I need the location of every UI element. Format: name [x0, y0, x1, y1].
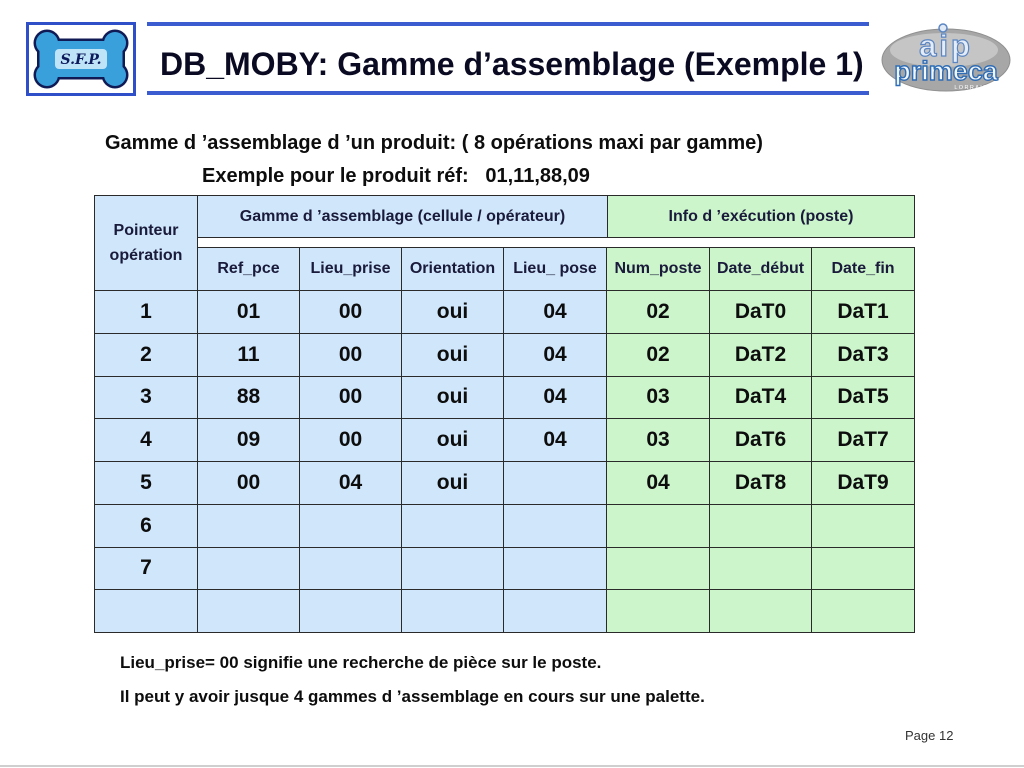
pointer-header-line-1: Pointeur: [113, 222, 179, 239]
column-header-lieu-pose: Lieu_ pose: [504, 248, 607, 291]
cell-date-debut: [710, 590, 812, 633]
cell-pointer: 3: [95, 376, 198, 419]
sfp-logo: [26, 22, 136, 96]
cell-pointer: 7: [95, 547, 198, 590]
cell-lieu-pose: [504, 547, 607, 590]
cell-lieu-prise: 00: [300, 291, 402, 334]
title-rule-bottom: [147, 91, 869, 95]
cell-date-fin: DaT9: [812, 462, 915, 505]
cell-num-poste: 02: [607, 333, 710, 376]
group-header: [197, 195, 915, 238]
column-header-lieu-prise: Lieu_prise: [300, 248, 402, 291]
cell-pointer: 5: [95, 462, 198, 505]
cell-date-fin: [812, 547, 915, 590]
logo-text-primeca: primeca: [894, 56, 998, 86]
cell-ref-pce: 11: [198, 333, 300, 376]
cell-date-debut: [710, 504, 812, 547]
column-header-num-poste: Num_poste: [607, 248, 710, 291]
cell-lieu-prise: [300, 504, 402, 547]
aip-primeca-logo-graphic: [878, 20, 1014, 94]
cell-lieu-pose: 04: [504, 419, 607, 462]
pointer-header: [94, 195, 198, 291]
cell-date-debut: DaT0: [710, 291, 812, 334]
cell-ref-pce: [198, 547, 300, 590]
logo-text-lorraine: LORRAINE: [954, 85, 994, 91]
table-row: [95, 504, 915, 547]
cell-lieu-prise: [300, 547, 402, 590]
column-header-orientation: Orientation: [402, 248, 504, 291]
aip-primeca-logo: [878, 20, 1014, 99]
cell-lieu-pose: [504, 504, 607, 547]
cell-lieu-prise: 00: [300, 419, 402, 462]
cell-orientation: oui: [402, 462, 504, 505]
cell-num-poste: 03: [607, 419, 710, 462]
table-row: [95, 333, 915, 376]
cell-pointer: 6: [95, 504, 198, 547]
page-title: DB_MOBY: Gamme d’assemblage (Exemple 1): [160, 46, 864, 82]
cell-date-fin: DaT7: [812, 419, 915, 462]
note-line-2: Il peut y avoir jusque 4 gammes d ’assemblage en cours sur une palette.: [120, 687, 705, 706]
group-header-execution: Info d ’exécution (poste): [608, 196, 915, 238]
cell-num-poste: [607, 547, 710, 590]
table-row: [95, 547, 915, 590]
note-line-1: Lieu_prise= 00 signifie une recherche de pièce sur le poste.: [120, 653, 602, 672]
cell-num-poste: [607, 504, 710, 547]
cell-orientation: oui: [402, 419, 504, 462]
cell-date-debut: DaT4: [710, 376, 812, 419]
column-header-date-debut: Date_début: [710, 248, 812, 291]
cell-date-fin: DaT1: [812, 291, 915, 334]
title-rule-top: [147, 22, 869, 26]
cell-lieu-pose: 04: [504, 291, 607, 334]
footer-divider: [0, 765, 1024, 767]
cell-date-debut: DaT6: [710, 419, 812, 462]
cell-num-poste: 03: [607, 376, 710, 419]
sfp-logo-graphic: [29, 25, 133, 93]
cell-num-poste: 04: [607, 462, 710, 505]
cell-lieu-prise: [300, 590, 402, 633]
cell-lieu-pose: [504, 590, 607, 633]
cell-lieu-prise: 00: [300, 333, 402, 376]
table-row: [95, 291, 915, 334]
table-row: [95, 462, 915, 505]
cell-date-fin: DaT3: [812, 333, 915, 376]
cell-pointer: 2: [95, 333, 198, 376]
page-number: Page 12: [905, 728, 954, 743]
cell-lieu-pose: [504, 462, 607, 505]
cell-lieu-prise: 04: [300, 462, 402, 505]
table-row: [95, 376, 915, 419]
cell-date-fin: DaT5: [812, 376, 915, 419]
cell-date-fin: [812, 504, 915, 547]
cell-pointer: [95, 590, 198, 633]
logo-text-aip: aip: [919, 28, 973, 63]
cell-ref-pce: 01: [198, 291, 300, 334]
cell-orientation: [402, 547, 504, 590]
cell-ref-pce: [198, 590, 300, 633]
intro-line-1: Gamme d ’assemblage d ’un produit: ( 8 opérations maxi par gamme): [105, 132, 763, 154]
cell-ref-pce: [198, 504, 300, 547]
cell-num-poste: [607, 590, 710, 633]
cell-lieu-pose: 04: [504, 376, 607, 419]
column-header-ref-pce: Ref_pce: [198, 248, 300, 291]
cell-orientation: oui: [402, 333, 504, 376]
cell-orientation: oui: [402, 376, 504, 419]
cell-num-poste: 02: [607, 291, 710, 334]
cell-orientation: [402, 590, 504, 633]
cell-ref-pce: 88: [198, 376, 300, 419]
cell-date-fin: [812, 590, 915, 633]
cell-date-debut: [710, 547, 812, 590]
cell-ref-pce: 00: [198, 462, 300, 505]
cell-date-debut: DaT2: [710, 333, 812, 376]
cell-orientation: [402, 504, 504, 547]
group-header-assembly: Gamme d ’assemblage (cellule / opérateur): [198, 196, 608, 238]
cell-pointer: 4: [95, 419, 198, 462]
cell-pointer: 1: [95, 291, 198, 334]
column-headers: [197, 247, 915, 291]
cell-lieu-prise: 00: [300, 376, 402, 419]
cell-ref-pce: 09: [198, 419, 300, 462]
pointer-header-line-2: opération: [109, 247, 183, 264]
cell-orientation: oui: [402, 291, 504, 334]
cell-date-debut: DaT8: [710, 462, 812, 505]
cell-lieu-pose: 04: [504, 333, 607, 376]
sfp-logo-text: S.F.P.: [60, 52, 102, 68]
table-row: [95, 590, 915, 633]
operations-table: [94, 290, 915, 633]
intro-line-2: Exemple pour le produit réf: 01,11,88,09: [202, 165, 590, 187]
table-row: [95, 419, 915, 462]
column-header-date-fin: Date_fin: [812, 248, 915, 291]
